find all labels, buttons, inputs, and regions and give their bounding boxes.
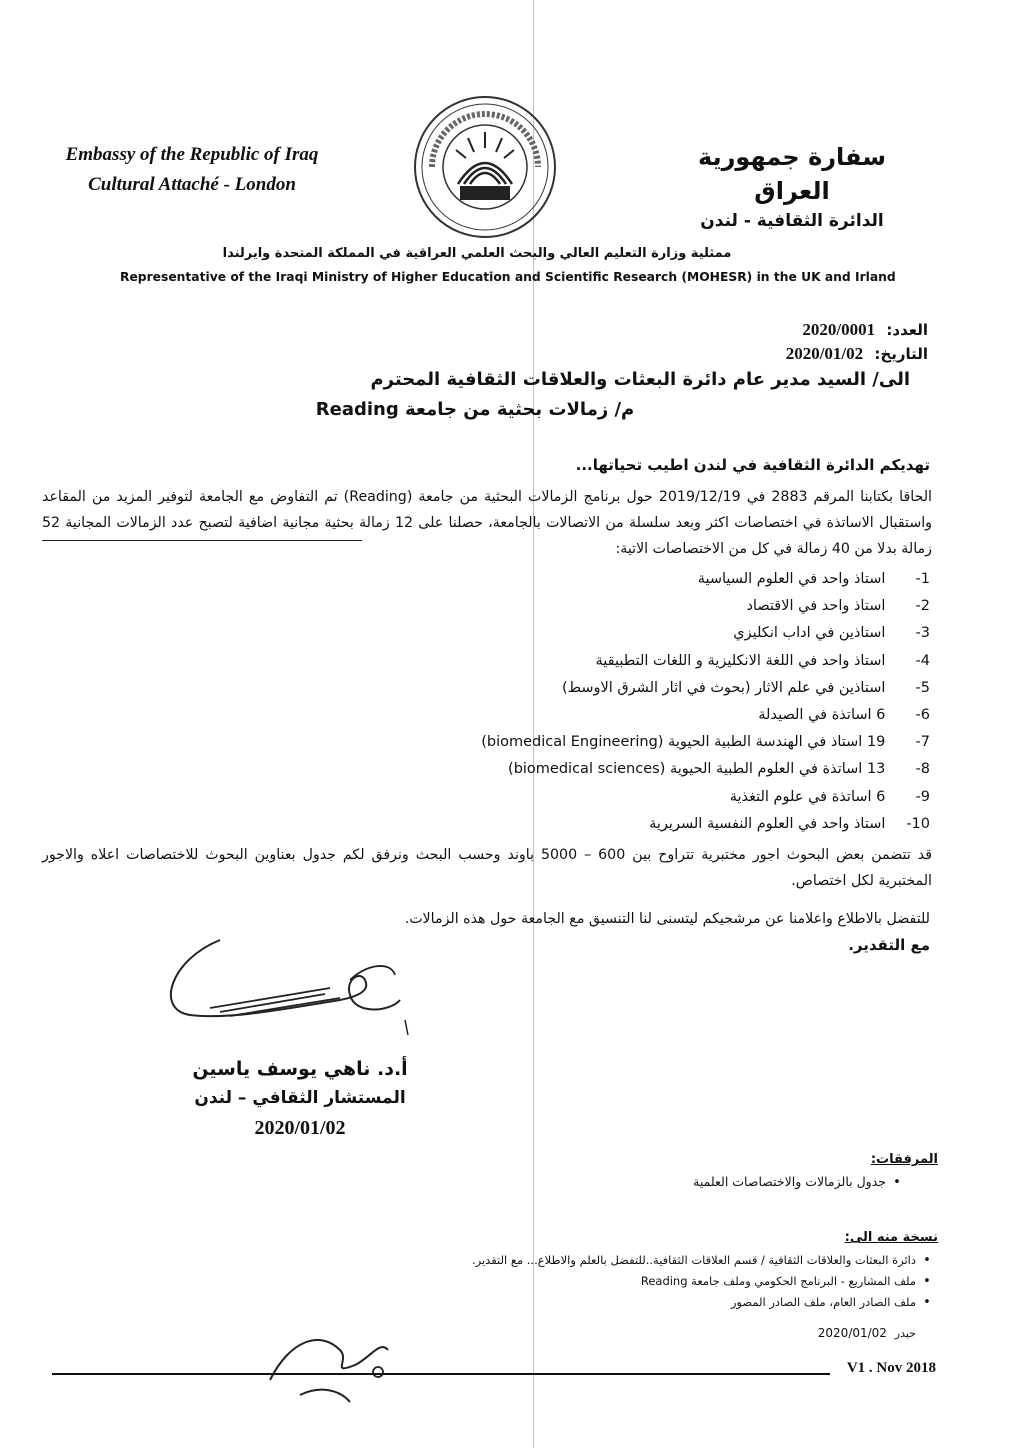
- list-item-number: 9-: [915, 788, 930, 805]
- list-item: [170, 620, 930, 647]
- copy-text: ملف المشاريع - البرنامج الحكومي وملف جامعة Reading: [640, 1274, 916, 1288]
- reference-number-value: 2020/0001: [802, 320, 876, 339]
- list-item-text: استاذين في علم الاثار (بحوث في اثار الشرق الاوسط): [561, 679, 886, 696]
- list-item: [298, 1271, 938, 1292]
- attachments-list: [408, 1172, 908, 1193]
- list-item-text: استاذ واحد في الاقتصاد: [746, 598, 886, 615]
- bullet-icon: •: [923, 1253, 931, 1268]
- list-item-text: 13 اساتذة في العلوم الطبية الحيوية (biomedical sciences): [508, 761, 886, 778]
- embassy-name-arabic: [662, 140, 922, 234]
- addressee: الى/ السيد مدير عام دائرة البعثات والعلاقات الثقافية المحترم: [370, 369, 910, 390]
- list-item-text: استاذ واحد في العلوم السياسية: [697, 571, 886, 587]
- list-item: [170, 593, 930, 620]
- version-label: V1 . Nov 2018: [846, 1360, 936, 1376]
- copies-list: [298, 1250, 938, 1313]
- embassy-name-english-line2: Cultural Attaché - London: [88, 174, 296, 195]
- bullet-icon: •: [923, 1295, 931, 1310]
- footer-date: [818, 1326, 916, 1340]
- reference-number-row: [668, 318, 928, 342]
- list-item: [298, 1250, 938, 1271]
- footer-mark: حيدر: [894, 1327, 916, 1340]
- underline-mark: [42, 540, 362, 541]
- reference-date-value: 2020/01/02: [785, 344, 864, 363]
- list-item: [170, 784, 930, 811]
- list-item-text: استاذ واحد في اللغة الانكليزية و اللغات التطبيقية: [595, 652, 886, 669]
- reference-block: [668, 318, 928, 366]
- list-item-text: استاذ واحد في العلوم النفسية السريرية: [649, 815, 886, 832]
- list-item-number: 6-: [915, 706, 930, 723]
- bullet-icon: •: [923, 1274, 931, 1289]
- list-item: [170, 729, 930, 756]
- list-item-number: 2-: [915, 598, 930, 615]
- specializations-list: [170, 566, 930, 838]
- handwritten-initials: [260, 1320, 400, 1410]
- bullet-icon: •: [893, 1175, 901, 1190]
- list-item-number: 1-: [915, 571, 930, 587]
- embassy-seal: [410, 92, 560, 242]
- list-item-number: 4-: [915, 652, 930, 669]
- reference-number-label: العدد:: [886, 321, 928, 339]
- list-item-number: 10-: [906, 815, 930, 832]
- embassy-name-arabic-line1: سفارة جمهورية العراق: [698, 143, 886, 205]
- subject: م/ زمالات بحثية من جامعة Reading: [315, 399, 635, 420]
- footer-rule: [52, 1373, 830, 1375]
- embassy-name-arabic-line2: الدائرة الثقافية - لندن: [700, 211, 884, 231]
- copy-text: ملف الصادر العام، ملف الصادر المصور: [730, 1295, 916, 1309]
- list-item-number: 5-: [915, 679, 930, 696]
- signer-date: 2020/01/02: [254, 1117, 346, 1139]
- embassy-name-english-line1: Embassy of the Republic of Iraq: [65, 144, 319, 165]
- greeting: تهديكم الدائرة الثقافية في لندن اطيب تحياتها...: [575, 456, 930, 474]
- representative-arabic: ممثلية وزارة التعليم العالي والبحث العلمي العراقية في المملكة المتحدة وايرلندا: [222, 246, 732, 261]
- list-item: [298, 1292, 938, 1313]
- list-item: [408, 1172, 908, 1193]
- list-item: [170, 756, 930, 783]
- signature: [150, 920, 450, 1050]
- footer-date-value: 2020/01/02: [817, 1326, 887, 1340]
- list-item-text: 19 استاذ في الهندسة الطبية الحيوية (biomedical Engineering): [481, 734, 886, 751]
- signer-name: أ.د. ناهي يوسف ياسين: [192, 1058, 408, 1080]
- list-item: [170, 702, 930, 729]
- list-item-number: 3-: [915, 625, 930, 642]
- signer-block: [160, 1054, 440, 1144]
- list-item-text: 6 اساتذة في علوم التغذية: [729, 788, 886, 805]
- reference-date-row: [668, 342, 928, 366]
- list-item-text: 6 اساتذة في الصيدلة: [758, 706, 886, 723]
- list-item: [170, 566, 930, 593]
- reference-date-label: التاريخ:: [874, 345, 928, 363]
- embassy-name-english: [42, 140, 342, 200]
- list-item-text: استاذين في اداب انكليزي: [733, 625, 886, 642]
- list-item: [170, 811, 930, 838]
- body-paragraph-1: الحاقا بكتابنا المرقم 2883 في 2019/12/19 حول برنامج الزمالات البحثية من جامعة (Reading) تم التفاوض مع الجامعة لتوفير المزيد من المقاعد واستقبال الاساتذة في اختصاصات اكثر وبعد سلسلة من الاتصالات بالجامعة، حصلنا على 12 زمالة بحثية مجانية اضافية لتصبح عدد الزمالات المجانية 52 زمالة بدلا من 40 زمالة في كل من الاختصاصات الاتية:: [42, 489, 932, 557]
- signer-title: المستشار الثقافي – لندن: [194, 1088, 406, 1108]
- list-item-number: 8-: [915, 761, 930, 778]
- copies-label: نسخة منه الى:: [844, 1230, 938, 1245]
- representative-english: Representative of the Iraqi Ministry of Higher Education and Scientific Research (MOHESR) in the UK and Irland: [120, 270, 896, 284]
- copy-text: دائرة البعثات والعلاقات الثقافية / قسم العلاقات الثقافية..للتفضل بالعلم والاطلاع... مع التقدير.: [471, 1253, 916, 1267]
- attachments-label: المرفقات:: [870, 1152, 938, 1167]
- list-item-number: 7-: [915, 734, 930, 751]
- body-paragraph-2: قد تتضمن بعض البحوث اجور مختبرية تتراوح بين 600 – 5000 باوند وحسب البحث ونرفق لكم جدول بعناوين البحوث للاختصاصات اعلاه والاجور المختبرية لكل اختصاص.: [42, 847, 932, 889]
- list-item: [170, 648, 930, 675]
- regards: مع التقدير.: [848, 936, 930, 954]
- list-item: [170, 675, 930, 702]
- body-paragraph-3: للتفضل بالاطلاع واعلامنا عن مرشحيكم ليتسنى لنا التنسيق مع الجامعة حول هذه الزمالات.: [404, 911, 930, 927]
- attachment-text: جدول بالزمالات والاختصاصات العلمية: [693, 1174, 886, 1189]
